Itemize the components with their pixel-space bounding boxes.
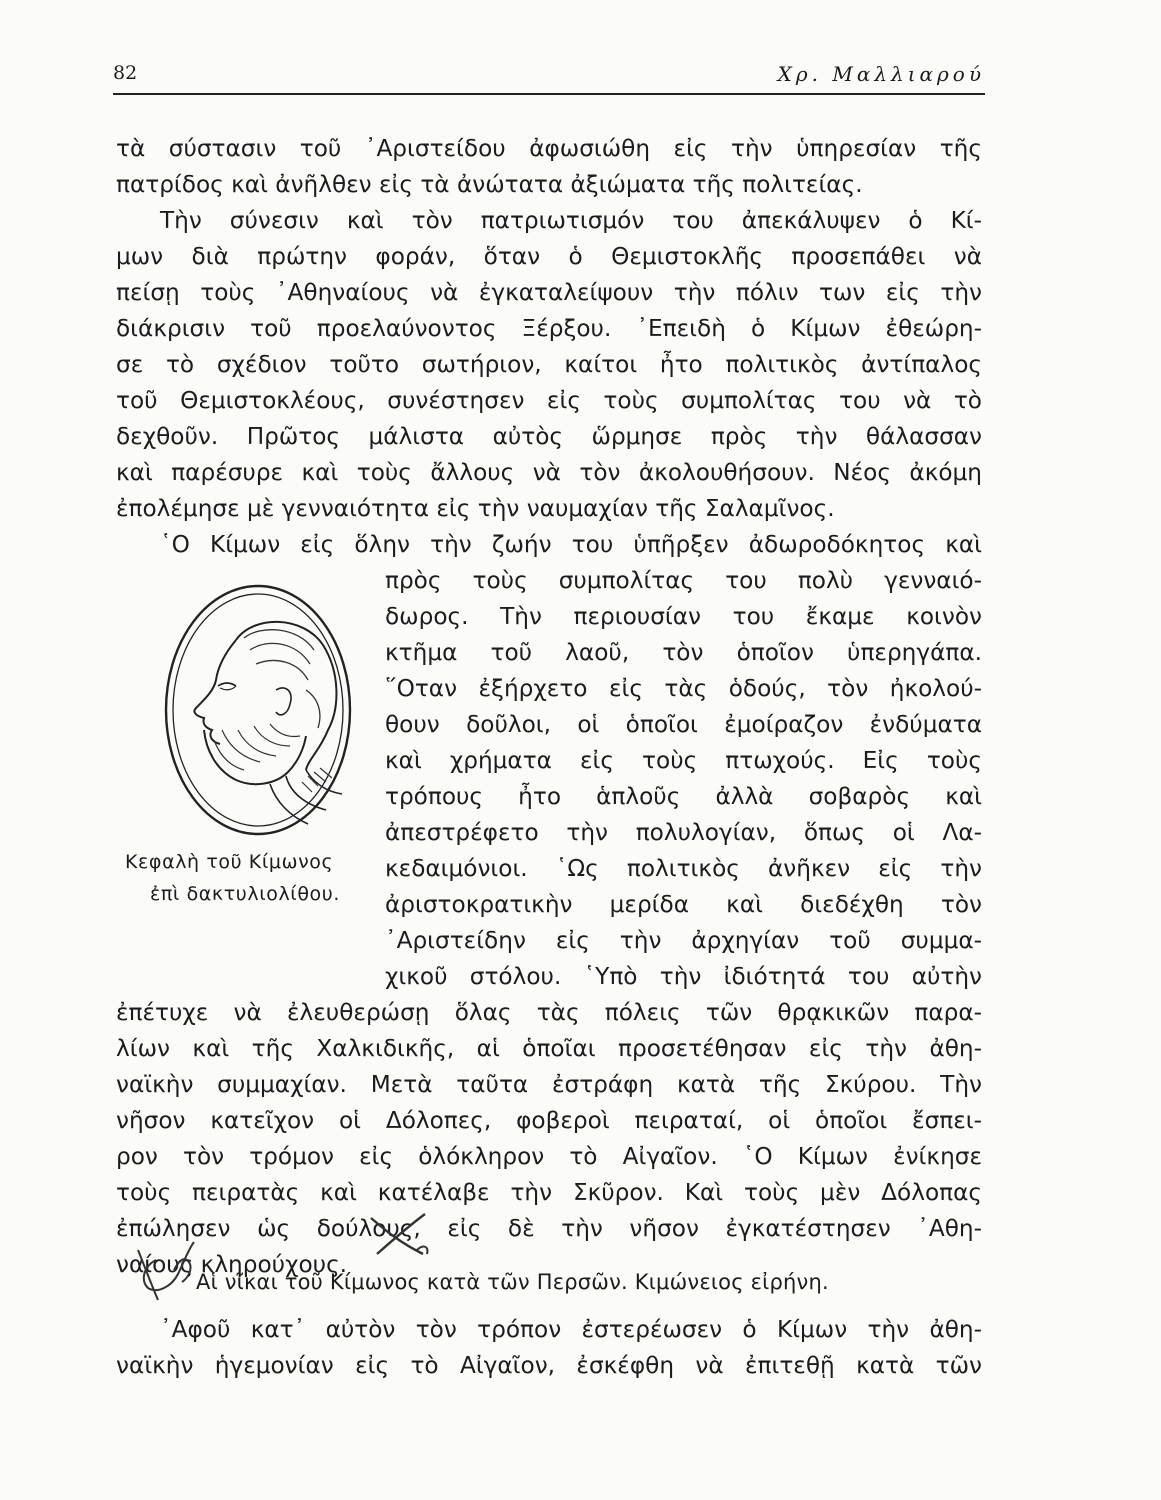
text-line: πείσῃ τοὺς ᾿Αθηναίους νὰ ἐγκαταλείψουν τὴν πόλιν των εἰς τὴν: [116, 279, 982, 306]
text-line: λίων καὶ τῆς Χαλκιδικῆς, αἱ ὁποῖαι προσετέθησαν εἰς τὴν ἀθη-: [116, 1035, 982, 1062]
text-line: πατρίδος καὶ ἀνῆλθεν εἰς τὰ ἀνώτατα ἀξιώματα τῆς πολιτείας.: [116, 171, 863, 198]
text-line: καὶ παρέσυρε καὶ τοὺς ἄλλους νὰ τὸν ἀκολουθήσουν. Νέος ἀκόμη: [116, 459, 982, 486]
text-line: διάκρισιν τοῦ προελαύνοντος Ξέρξου. ᾿Επειδὴ ὁ Κίμων ἐθεώρη-: [116, 315, 982, 342]
header-rule: [113, 93, 985, 95]
text-line: ἐπέτυχε νὰ ἐλευθερώσῃ ὅλας τὰς πόλεις τῶν θρᾳκικῶν παρα-: [116, 999, 982, 1026]
text-line: πρὸς τοὺς συμπολίτας του πολὺ γενναιό-: [385, 567, 982, 594]
text-line: ναϊκὴν ἡγεμονίαν εἰς τὸ Αἰγαῖον, ἐσκέφθη νὰ ἐπιτεθῇ κατὰ τῶν: [116, 1352, 982, 1379]
text-line: χικοῦ στόλου. ῾Υπὸ τὴν ἰδιότητά του αὐτὴν: [385, 963, 982, 990]
text-line: τοὺς πειρατὰς καὶ κατέλαβε τὴν Σκῦρον. Καὶ τοὺς μὲν Δόλοπας: [116, 1179, 982, 1206]
text-line: νῆσον κατεῖχον οἱ Δόλοπες, φοβεροὶ πειραταί, οἱ ὁποῖοι ἔσπει-: [116, 1107, 982, 1134]
text-line: τοῦ Θεμιστοκλέους, συνέστησεν εἰς τοὺς συμπολίτας του νὰ τὸ: [116, 387, 982, 414]
text-line: ρον τὸν τρόμον εἰς ὁλόκληρον τὸ Αἰγαῖον. ῾Ο Κίμων ἐνίκησε: [116, 1143, 982, 1170]
page-number: 82: [113, 62, 138, 84]
text-line: ῞Οταν ἐξήρχετο εἰς τὰς ὁδούς, τὸν ἠκολού-: [385, 675, 982, 702]
running-head: Χρ. Μαλλιαρού: [777, 62, 985, 86]
text-line: κεδαιμόνιοι. ῾Ως πολιτικὸς ἀνῆκεν εἰς τὴν: [385, 855, 982, 882]
text-line: ἐπολέμησε μὲ γενναιότητα εἰς τὴν ναυμαχίαν τῆς Σαλαμῖνος.: [116, 495, 835, 522]
text-line: ἐπώλησεν ὡς δούλους, εἰς δὲ τὴν νῆσον ἐγκατέστησεν ᾿Αθη-: [116, 1215, 982, 1242]
page-header: [113, 60, 985, 96]
text-line: Τὴν σύνεσιν καὶ τὸν πατριωτισμόν του ἀπεκάλυψεν ὁ Κί-: [160, 207, 982, 234]
section-heading: Αἱ νῖκαι τοῦ Κίμωνος κατὰ τῶν Περσῶν. Κιμώνειος εἰρήνη.: [196, 1270, 829, 1294]
text-line: τὰ σύστασιν τοῦ ᾿Αριστείδου ἀφωσιώθη εἰς τὴν ὑπηρεσίαν τῆς: [116, 135, 982, 162]
text-line: τρόπους ἦτο ἁπλοῦς ἀλλὰ σοβαρὸς καὶ: [385, 783, 982, 810]
text-line: ναϊκὴν συμμαχίαν. Μετὰ ταῦτα ἐστράφη κατὰ τῆς Σκύρου. Τὴν: [116, 1071, 982, 1098]
figure-caption-line1: Κεφαλὴ τοῦ Κίμωνος: [125, 851, 334, 873]
text-line: καὶ χρήματα εἰς τοὺς πτωχούς. Εἰς τοὺς: [385, 747, 982, 774]
text-line: δεχθοῦν. Πρῶτος μάλιστα αὐτὸς ὥρμησε πρὸς τὴν θάλασσαν: [116, 423, 982, 450]
text-line: θουν δοῦλοι, οἱ ὁποῖοι ἐμοίραζον ἐνδύματα: [385, 711, 982, 738]
gem-portrait-figure: [158, 580, 358, 838]
text-line: δωρος. Τὴν περιουσίαν του ἔκαμε κοινὸν: [385, 603, 982, 630]
text-line: μων διὰ πρώτην φοράν, ὅταν ὁ Θεμιστοκλῆς προσεπάθει νὰ: [116, 243, 982, 270]
text-line: ναίους κληρούχους.: [116, 1251, 348, 1278]
pencil-cross-mark: [365, 1210, 435, 1260]
text-line: κτῆμα τοῦ λαοῦ, τὸν ὁποῖον ὑπερηγάπα.: [385, 639, 982, 666]
text-line: ἀπεστρέφετο τὴν πολυλογίαν, ὅπως οἱ Λα-: [385, 819, 982, 846]
text-line: ᾿Αφοῦ κατ᾿ αὐτὸν τὸν τρόπον ἐστερέωσεν ὁ Κίμων τὴν ἀθη-: [160, 1316, 982, 1343]
kimon-head-gem-illustration: [158, 580, 358, 838]
text-line: ῾Ο Κίμων εἰς ὅλην τὴν ζωήν του ὑπῆρξεν ἀδωροδόκητος καὶ: [160, 531, 982, 558]
text-line: ἀριστοκρατικὴν μερίδα καὶ διεδέχθη τὸν: [385, 891, 982, 918]
text-line: ᾿Αριστείδην εἰς τὴν ἀρχηγίαν τοῦ συμμα-: [385, 927, 982, 954]
figure-caption-line2: ἐπὶ δακτυλιολίθου.: [150, 883, 341, 905]
text-line: σε τὸ σχέδιον τοῦτο σωτήριον, καίτοι ἦτο πολιτικὸς ἀντίπαλος: [116, 351, 982, 378]
